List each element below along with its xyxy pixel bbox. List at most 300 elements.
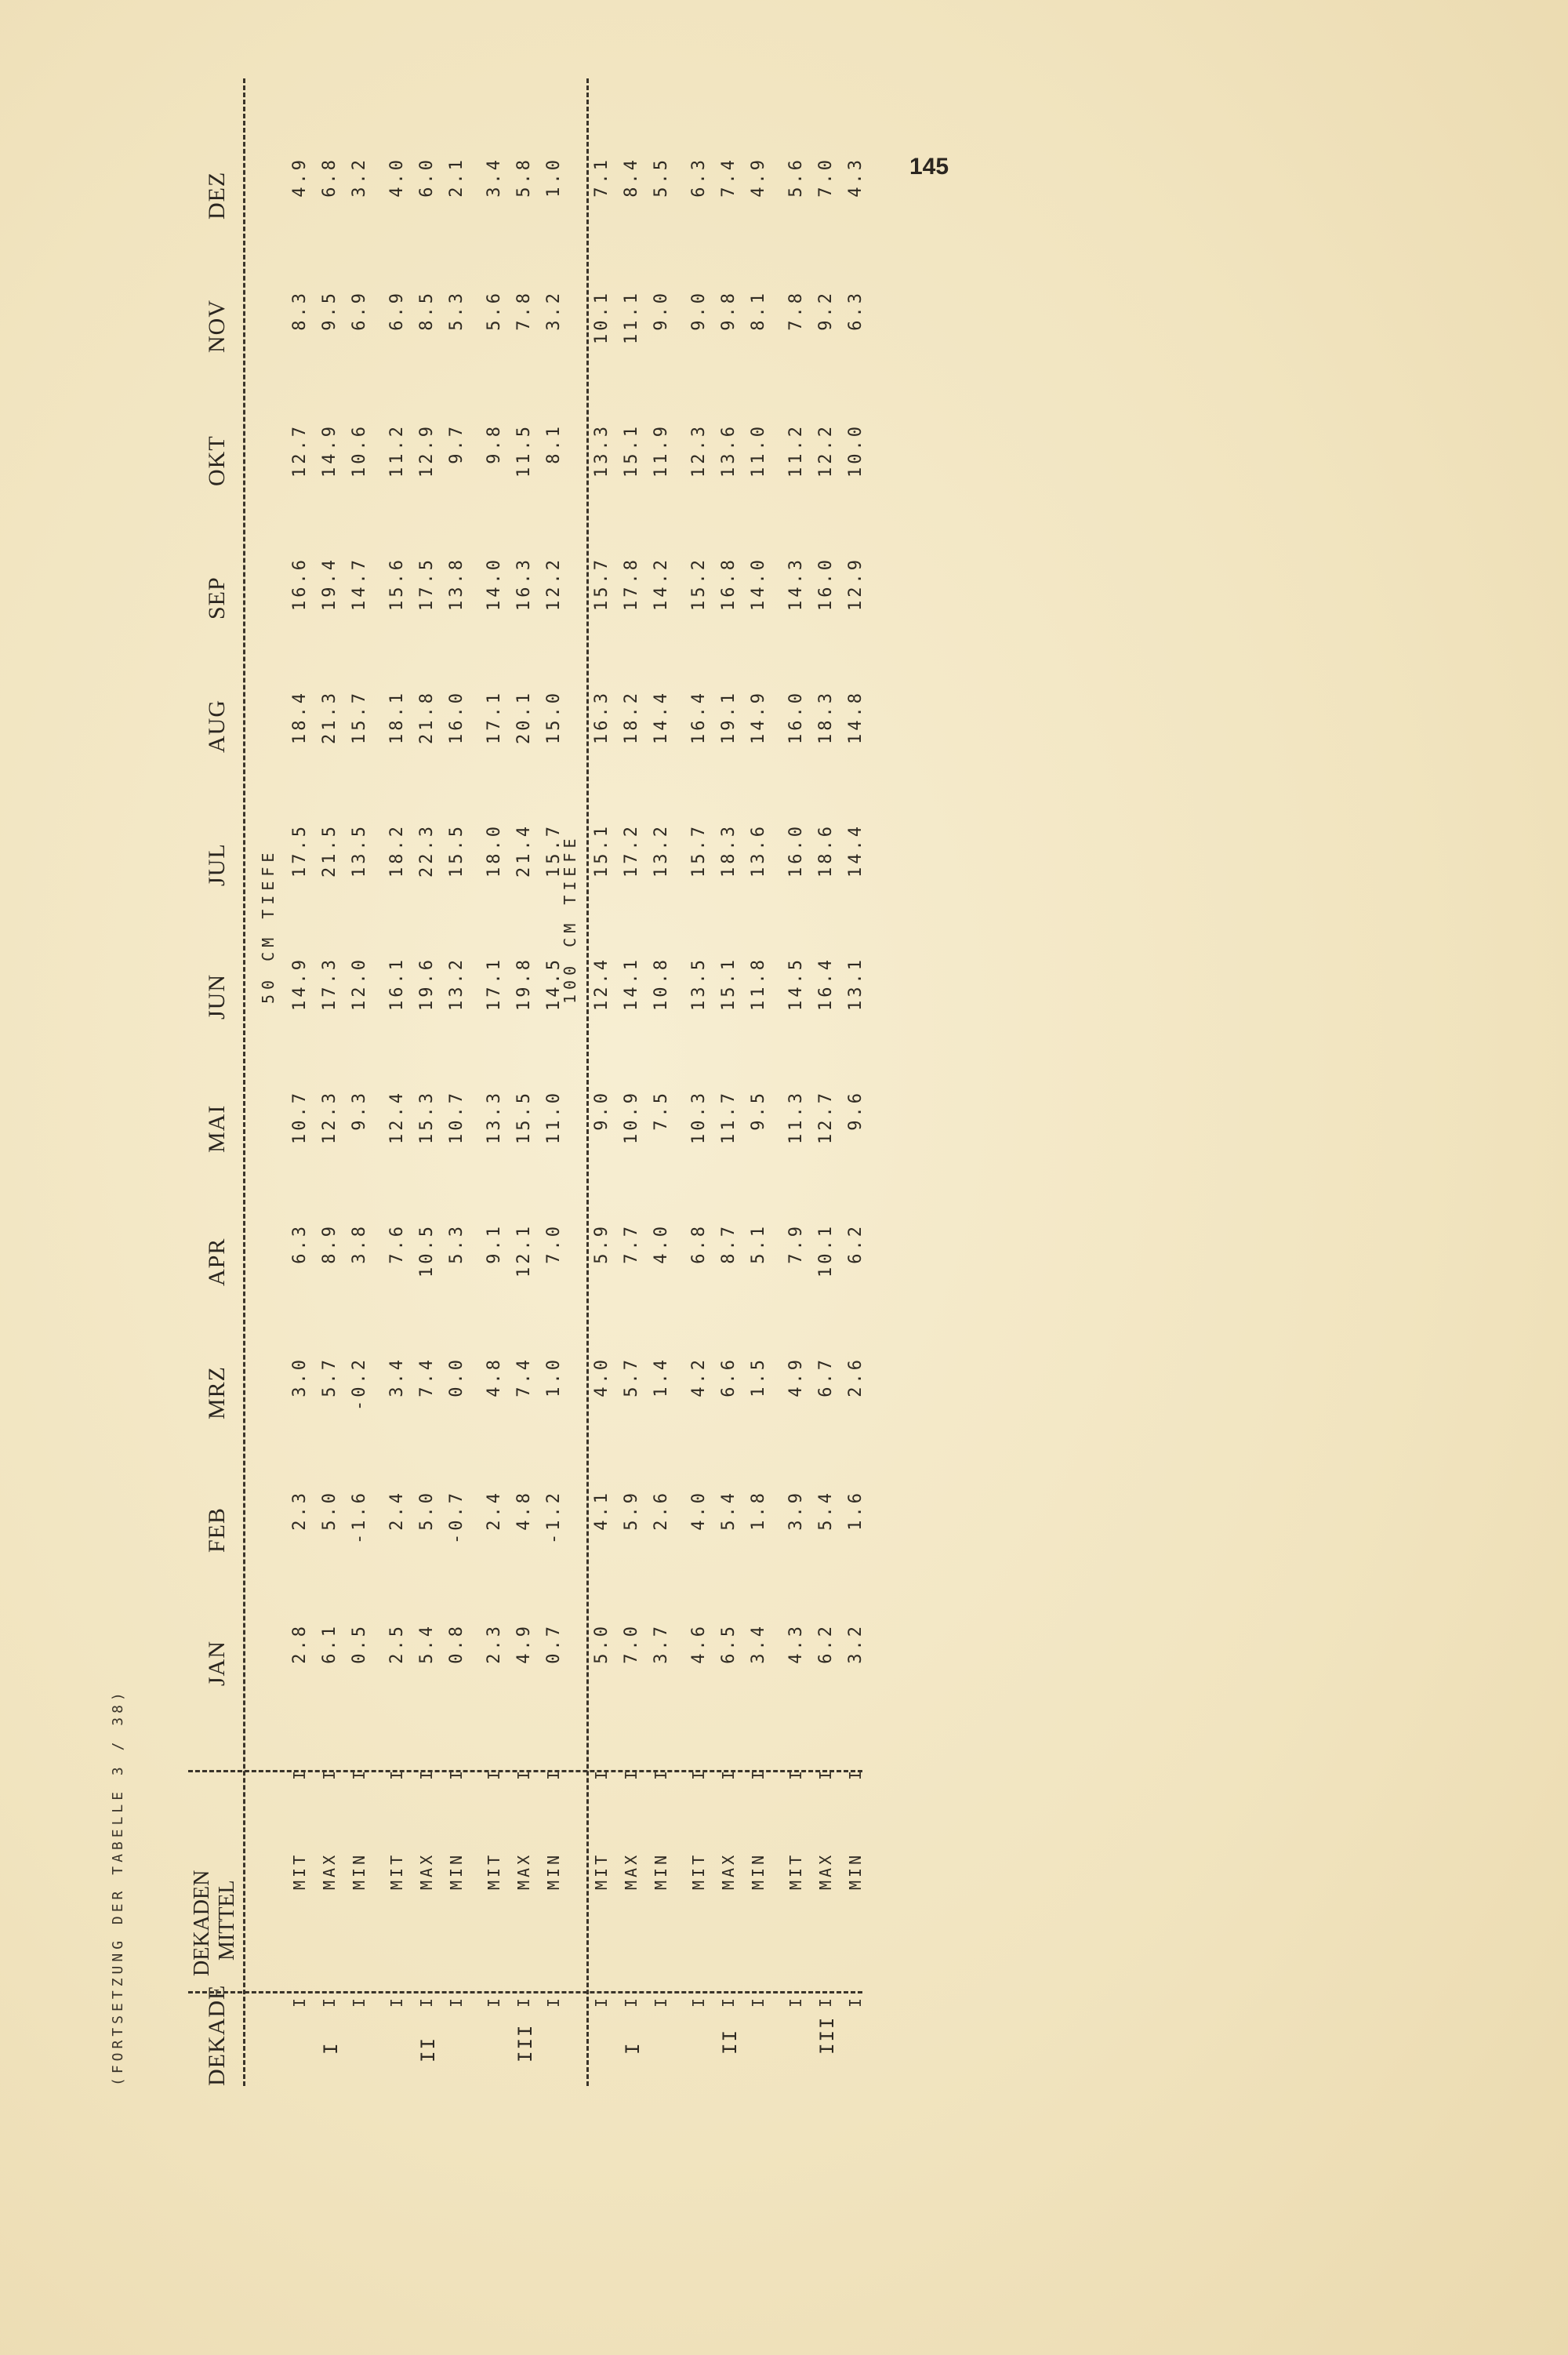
row-divider: I: [447, 1997, 466, 2008]
cell-jan: 3.4: [749, 1623, 768, 1664]
cell-aug: 16.4: [689, 690, 709, 744]
cell-feb: 5.4: [816, 1490, 836, 1531]
cell-nov: 6.3: [846, 290, 866, 331]
cell-sep: 14.0: [749, 557, 768, 611]
cell-sep: 12.9: [846, 557, 866, 611]
dekade-label: II: [719, 2029, 741, 2055]
cell-apr: 7.9: [786, 1223, 806, 1264]
cell-jul: 17.5: [290, 823, 310, 878]
row-divider: I: [387, 1770, 406, 1780]
row-type: MAX: [417, 1852, 436, 1890]
dekade-label: I: [320, 2041, 342, 2055]
cell-nov: 7.8: [786, 290, 806, 331]
row-divider: I: [592, 1770, 611, 1780]
cell-jan: 2.5: [387, 1623, 407, 1664]
row-divider: I: [652, 1770, 670, 1780]
header-month-mrz: MRZ: [204, 1365, 230, 1419]
row-divider: I: [514, 1770, 533, 1780]
cell-nov: 8.1: [749, 290, 768, 331]
row-type: MAX: [320, 1852, 339, 1890]
cell-apr: 8.9: [320, 1223, 339, 1264]
cell-mai: 12.3: [320, 1090, 339, 1144]
cell-nov: 5.6: [485, 290, 504, 331]
cell-apr: 7.6: [387, 1223, 407, 1264]
cell-jul: 18.2: [387, 823, 407, 878]
cell-aug: 21.8: [417, 690, 437, 744]
table-row: [290, 47, 320, 2086]
cell-nov: 5.3: [447, 290, 466, 331]
row-divider: I: [846, 1997, 865, 2008]
cell-jan: 0.5: [350, 1623, 369, 1664]
table-caption: (FORTSETZUNG DER TABELLE 3 / 38): [110, 1688, 126, 2086]
cell-sep: 15.7: [592, 557, 612, 611]
depth-label: 50 CM TIEFE: [259, 848, 278, 1004]
cell-okt: 12.2: [816, 423, 836, 478]
cell-jan: 0.8: [447, 1623, 466, 1664]
row-divider: I: [544, 1997, 563, 2008]
cell-okt: 11.2: [786, 423, 806, 478]
table-row: [514, 47, 544, 2086]
cell-mrz: 0.0: [447, 1357, 466, 1397]
cell-mrz: 1.4: [652, 1357, 671, 1397]
table-row: [719, 47, 749, 2086]
dekade-label: III: [514, 2023, 536, 2062]
table-row: [350, 47, 379, 2086]
row-divider: I: [816, 1997, 835, 2008]
cell-sep: 16.0: [816, 557, 836, 611]
cell-dez: 4.9: [290, 157, 310, 198]
table-row: [417, 47, 447, 2086]
cell-dez: 5.8: [514, 157, 534, 198]
cell-nov: 9.5: [320, 290, 339, 331]
cell-mrz: 5.7: [622, 1357, 641, 1397]
row-divider: I: [514, 1997, 533, 2008]
row-type: MIN: [846, 1852, 865, 1890]
cell-apr: 6.2: [846, 1223, 866, 1264]
cell-mai: 15.3: [417, 1090, 437, 1144]
cell-dez: 4.9: [749, 157, 768, 198]
row-divider: I: [320, 1997, 339, 2008]
cell-dez: 4.0: [387, 157, 407, 198]
cell-mai: 12.4: [387, 1090, 407, 1144]
cell-jun: 15.1: [719, 957, 739, 1011]
header-mittel: MITTEL: [215, 1880, 239, 1961]
row-type: MIN: [652, 1852, 670, 1890]
cell-sep: 17.8: [622, 557, 641, 611]
header-month-jan: JAN: [204, 1640, 230, 1686]
cell-sep: 14.0: [485, 557, 504, 611]
cell-sep: 16.6: [290, 557, 310, 611]
cell-mai: 11.0: [544, 1090, 564, 1144]
cell-okt: 9.8: [485, 423, 504, 464]
cell-mai: 12.7: [816, 1090, 836, 1144]
row-type: MAX: [816, 1852, 835, 1890]
cell-apr: 5.1: [749, 1223, 768, 1264]
header-month-dez: DEZ: [204, 171, 230, 220]
row-divider: I: [749, 1997, 768, 2008]
row-divider: I: [290, 1997, 309, 2008]
cell-okt: 11.5: [514, 423, 534, 478]
row-type: MAX: [622, 1852, 641, 1890]
cell-mai: 10.3: [689, 1090, 709, 1144]
cell-sep: 17.5: [417, 557, 437, 611]
cell-mrz: 6.7: [816, 1357, 836, 1397]
cell-jan: 6.2: [816, 1623, 836, 1664]
cell-mrz: 4.2: [689, 1357, 709, 1397]
cell-sep: 12.2: [544, 557, 564, 611]
cell-apr: 7.7: [622, 1223, 641, 1264]
cell-aug: 17.1: [485, 690, 504, 744]
cell-okt: 10.0: [846, 423, 866, 478]
cell-okt: 11.0: [749, 423, 768, 478]
cell-aug: 14.4: [652, 690, 671, 744]
cell-nov: 9.8: [719, 290, 739, 331]
cell-nov: 9.0: [652, 290, 671, 331]
cell-mai: 9.5: [749, 1090, 768, 1131]
cell-mai: 9.6: [846, 1090, 866, 1131]
cell-feb: -0.7: [447, 1490, 466, 1544]
cell-jun: 13.2: [447, 957, 466, 1011]
cell-jun: 19.8: [514, 957, 534, 1011]
cell-aug: 15.0: [544, 690, 564, 744]
cell-mrz: 6.6: [719, 1357, 739, 1397]
row-type: MIT: [592, 1852, 611, 1890]
row-type: MIT: [689, 1852, 708, 1890]
cell-feb: 2.4: [387, 1490, 407, 1531]
cell-jul: 14.4: [846, 823, 866, 878]
cell-nov: 3.2: [544, 290, 564, 331]
cell-dez: 5.6: [786, 157, 806, 198]
cell-jun: 11.8: [749, 957, 768, 1011]
cell-dez: 5.5: [652, 157, 671, 198]
row-type: MIT: [387, 1852, 406, 1890]
cell-jan: 3.2: [846, 1623, 866, 1664]
row-divider: I: [290, 1770, 309, 1780]
table-row: [689, 47, 719, 2086]
cell-feb: 4.8: [514, 1490, 534, 1531]
cell-jul: 18.0: [485, 823, 504, 878]
cell-jul: 15.5: [447, 823, 466, 878]
row-divider: I: [622, 1770, 641, 1780]
cell-feb: 2.4: [485, 1490, 504, 1531]
cell-jul: 16.0: [786, 823, 806, 878]
cell-dez: 1.0: [544, 157, 564, 198]
header-month-jul: JUL: [204, 843, 230, 886]
cell-okt: 12.3: [689, 423, 709, 478]
row-type: MIT: [485, 1852, 503, 1890]
cell-aug: 19.1: [719, 690, 739, 744]
header-month-sep: SEP: [204, 576, 230, 620]
row-divider: I: [719, 1997, 738, 2008]
cell-jan: 2.8: [290, 1623, 310, 1664]
cell-mrz: 7.4: [417, 1357, 437, 1397]
cell-mai: 9.0: [592, 1090, 612, 1131]
row-divider: I: [485, 1770, 503, 1780]
cell-mai: 9.3: [350, 1090, 369, 1131]
cell-dez: 4.3: [846, 157, 866, 198]
cell-aug: 20.1: [514, 690, 534, 744]
cell-sep: 16.3: [514, 557, 534, 611]
cell-jun: 19.6: [417, 957, 437, 1011]
header-month-apr: APR: [204, 1237, 230, 1286]
header-month-jun: JUN: [204, 973, 230, 1019]
row-type: MIT: [290, 1852, 309, 1890]
cell-apr: 3.8: [350, 1223, 369, 1264]
cell-feb: 3.9: [786, 1490, 806, 1531]
cell-mai: 10.7: [447, 1090, 466, 1144]
cell-apr: 6.8: [689, 1223, 709, 1264]
cell-jul: 18.6: [816, 823, 836, 878]
cell-jun: 14.9: [290, 957, 310, 1011]
cell-mrz: 3.0: [290, 1357, 310, 1397]
row-divider: I: [447, 1770, 466, 1780]
cell-jun: 17.3: [320, 957, 339, 1011]
cell-jan: 5.0: [592, 1623, 612, 1664]
cell-apr: 9.1: [485, 1223, 504, 1264]
cell-aug: 14.8: [846, 690, 866, 744]
cell-aug: 16.0: [786, 690, 806, 744]
cell-nov: 8.3: [290, 290, 310, 331]
header-month-aug: AUG: [204, 700, 230, 753]
cell-feb: -1.2: [544, 1490, 564, 1544]
header-month-okt: OKT: [204, 435, 230, 486]
cell-jan: 4.3: [786, 1623, 806, 1664]
cell-aug: 18.4: [290, 690, 310, 744]
cell-jul: 15.7: [689, 823, 709, 878]
cell-jun: 12.0: [350, 957, 369, 1011]
cell-dez: 3.2: [350, 157, 369, 198]
cell-mai: 11.7: [719, 1090, 739, 1144]
row-type: MIN: [447, 1852, 466, 1890]
cell-feb: -1.6: [350, 1490, 369, 1544]
cell-nov: 9.0: [689, 290, 709, 331]
cell-dez: 6.8: [320, 157, 339, 198]
cell-sep: 14.3: [786, 557, 806, 611]
row-divider: I: [786, 1997, 805, 2008]
cell-mai: 13.3: [485, 1090, 504, 1144]
row-divider: I: [652, 1997, 670, 2008]
cell-nov: 8.5: [417, 290, 437, 331]
cell-jun: 12.4: [592, 957, 612, 1011]
cell-mrz: 2.6: [846, 1357, 866, 1397]
row-type: MIN: [749, 1852, 768, 1890]
cell-mrz: 3.4: [387, 1357, 407, 1397]
header-dekade: DEKADE: [204, 1984, 230, 2086]
cell-aug: 18.1: [387, 690, 407, 744]
row-divider: I: [387, 1997, 406, 2008]
row-divider: I: [846, 1770, 865, 1780]
cell-jan: 6.5: [719, 1623, 739, 1664]
cell-dez: 7.1: [592, 157, 612, 198]
cell-jan: 4.6: [689, 1623, 709, 1664]
cell-jun: 10.8: [652, 957, 671, 1011]
cell-okt: 11.2: [387, 423, 407, 478]
row-divider: I: [749, 1770, 768, 1780]
cell-feb: 5.9: [622, 1490, 641, 1531]
cell-feb: 2.6: [652, 1490, 671, 1531]
table-row: [544, 47, 574, 2086]
row-type: MIN: [544, 1852, 563, 1890]
row-divider: I: [350, 1997, 368, 2008]
cell-sep: 16.8: [719, 557, 739, 611]
cell-jan: 7.0: [622, 1623, 641, 1664]
cell-sep: 15.6: [387, 557, 407, 611]
cell-mrz: 1.0: [544, 1357, 564, 1397]
cell-mrz: 5.7: [320, 1357, 339, 1397]
cell-okt: 9.7: [447, 423, 466, 464]
cell-mrz: -0.2: [350, 1357, 369, 1411]
cell-apr: 6.3: [290, 1223, 310, 1264]
header-rule: [243, 78, 245, 2086]
cell-nov: 6.9: [387, 290, 407, 331]
cell-apr: 8.7: [719, 1223, 739, 1264]
table-row: [749, 47, 779, 2086]
cell-dez: 7.0: [816, 157, 836, 198]
row-divider: I: [689, 1770, 708, 1780]
cell-jun: 14.5: [786, 957, 806, 1011]
row-divider: I: [592, 1997, 611, 2008]
cell-jun: 14.1: [622, 957, 641, 1011]
cell-jul: 21.4: [514, 823, 534, 878]
cell-mai: 15.5: [514, 1090, 534, 1144]
cell-mai: 10.7: [290, 1090, 310, 1144]
rotated-table: [110, 47, 1286, 2086]
cell-sep: 13.8: [447, 557, 466, 611]
row-divider: I: [350, 1770, 368, 1780]
cell-aug: 18.3: [816, 690, 836, 744]
row-divider: I: [816, 1770, 835, 1780]
header-month-feb: FEB: [204, 1506, 230, 1553]
cell-dez: 3.4: [485, 157, 504, 198]
cell-jun: 14.5: [544, 957, 564, 1011]
depth-label: 100 CM TIEFE: [561, 834, 579, 1004]
cell-mrz: 7.4: [514, 1357, 534, 1397]
cell-aug: 15.7: [350, 690, 369, 744]
cell-jul: 18.3: [719, 823, 739, 878]
cell-jul: 13.6: [749, 823, 768, 878]
cell-sep: 14.2: [652, 557, 671, 611]
cell-apr: 5.3: [447, 1223, 466, 1264]
row-type: MAX: [514, 1852, 533, 1890]
cell-apr: 10.1: [816, 1223, 836, 1277]
cell-okt: 14.9: [320, 423, 339, 478]
header-month-mai: MAI: [204, 1104, 230, 1153]
cell-nov: 9.2: [816, 290, 836, 331]
cell-jul: 13.2: [652, 823, 671, 878]
table-row: [320, 47, 350, 2086]
cell-jul: 15.1: [592, 823, 612, 878]
cell-okt: 10.6: [350, 423, 369, 478]
row-divider: I: [320, 1770, 339, 1780]
cell-apr: 12.1: [514, 1223, 534, 1277]
cell-okt: 15.1: [622, 423, 641, 478]
cell-dez: 6.0: [417, 157, 437, 198]
table-header: [190, 47, 243, 2086]
cell-okt: 12.9: [417, 423, 437, 478]
table-row: [786, 47, 816, 2086]
cell-jun: 13.5: [689, 957, 709, 1011]
cell-sep: 19.4: [320, 557, 339, 611]
cell-apr: 10.5: [417, 1223, 437, 1277]
cell-apr: 7.0: [544, 1223, 564, 1264]
cell-nov: 7.8: [514, 290, 534, 331]
cell-okt: 8.1: [544, 423, 564, 464]
cell-jun: 17.1: [485, 957, 504, 1011]
cell-feb: 4.0: [689, 1490, 709, 1531]
page-number: 145: [909, 154, 949, 180]
cell-sep: 15.2: [689, 557, 709, 611]
cell-nov: 6.9: [350, 290, 369, 331]
cell-apr: 5.9: [592, 1223, 612, 1264]
cell-aug: 18.2: [622, 690, 641, 744]
row-divider: I: [622, 1997, 641, 2008]
row-divider: I: [485, 1997, 503, 2008]
cell-nov: 10.1: [592, 290, 612, 344]
table-row: [485, 47, 514, 2086]
row-divider: I: [689, 1997, 708, 2008]
table-row: [592, 47, 622, 2086]
cell-dez: 6.3: [689, 157, 709, 198]
cell-jan: 6.1: [320, 1623, 339, 1664]
cell-mrz: 1.5: [749, 1357, 768, 1397]
cell-mrz: 4.9: [786, 1357, 806, 1397]
dekade-label: III: [816, 2015, 838, 2055]
cell-apr: 4.0: [652, 1223, 671, 1264]
cell-feb: 5.4: [719, 1490, 739, 1531]
table-row: [846, 47, 876, 2086]
cell-jul: 13.5: [350, 823, 369, 878]
cell-jan: 3.7: [652, 1623, 671, 1664]
cell-dez: 7.4: [719, 157, 739, 198]
row-divider: I: [544, 1770, 563, 1780]
dekade-label: I: [622, 2041, 644, 2055]
cell-jul: 21.5: [320, 823, 339, 878]
row-divider: I: [786, 1770, 805, 1780]
cell-jun: 13.1: [846, 957, 866, 1011]
header-month-nov: NOV: [204, 300, 230, 353]
row-divider: I: [417, 1770, 436, 1780]
cell-jul: 15.7: [544, 823, 564, 878]
cell-aug: 14.9: [749, 690, 768, 744]
row-divider: I: [719, 1770, 738, 1780]
cell-mrz: 4.8: [485, 1357, 504, 1397]
cell-feb: 1.8: [749, 1490, 768, 1531]
cell-feb: 5.0: [417, 1490, 437, 1531]
cell-okt: 13.3: [592, 423, 612, 478]
table-row: [652, 47, 681, 2086]
cell-jun: 16.4: [816, 957, 836, 1011]
cell-jan: 5.4: [417, 1623, 437, 1664]
cell-feb: 5.0: [320, 1490, 339, 1531]
cell-okt: 13.6: [719, 423, 739, 478]
section-rule: [586, 78, 589, 2086]
cell-dez: 2.1: [447, 157, 466, 198]
table-row: [387, 47, 417, 2086]
cell-mrz: 4.0: [592, 1357, 612, 1397]
table-row: [622, 47, 652, 2086]
header-dekaden: DEKADEN: [190, 1870, 214, 1976]
cell-okt: 11.9: [652, 423, 671, 478]
row-type: MIN: [350, 1852, 368, 1890]
cell-jul: 22.3: [417, 823, 437, 878]
cell-jun: 16.1: [387, 957, 407, 1011]
cell-aug: 16.3: [592, 690, 612, 744]
cell-jan: 4.9: [514, 1623, 534, 1664]
row-type: MAX: [719, 1852, 738, 1890]
cell-mai: 7.5: [652, 1090, 671, 1131]
cell-aug: 16.0: [447, 690, 466, 744]
cell-aug: 21.3: [320, 690, 339, 744]
